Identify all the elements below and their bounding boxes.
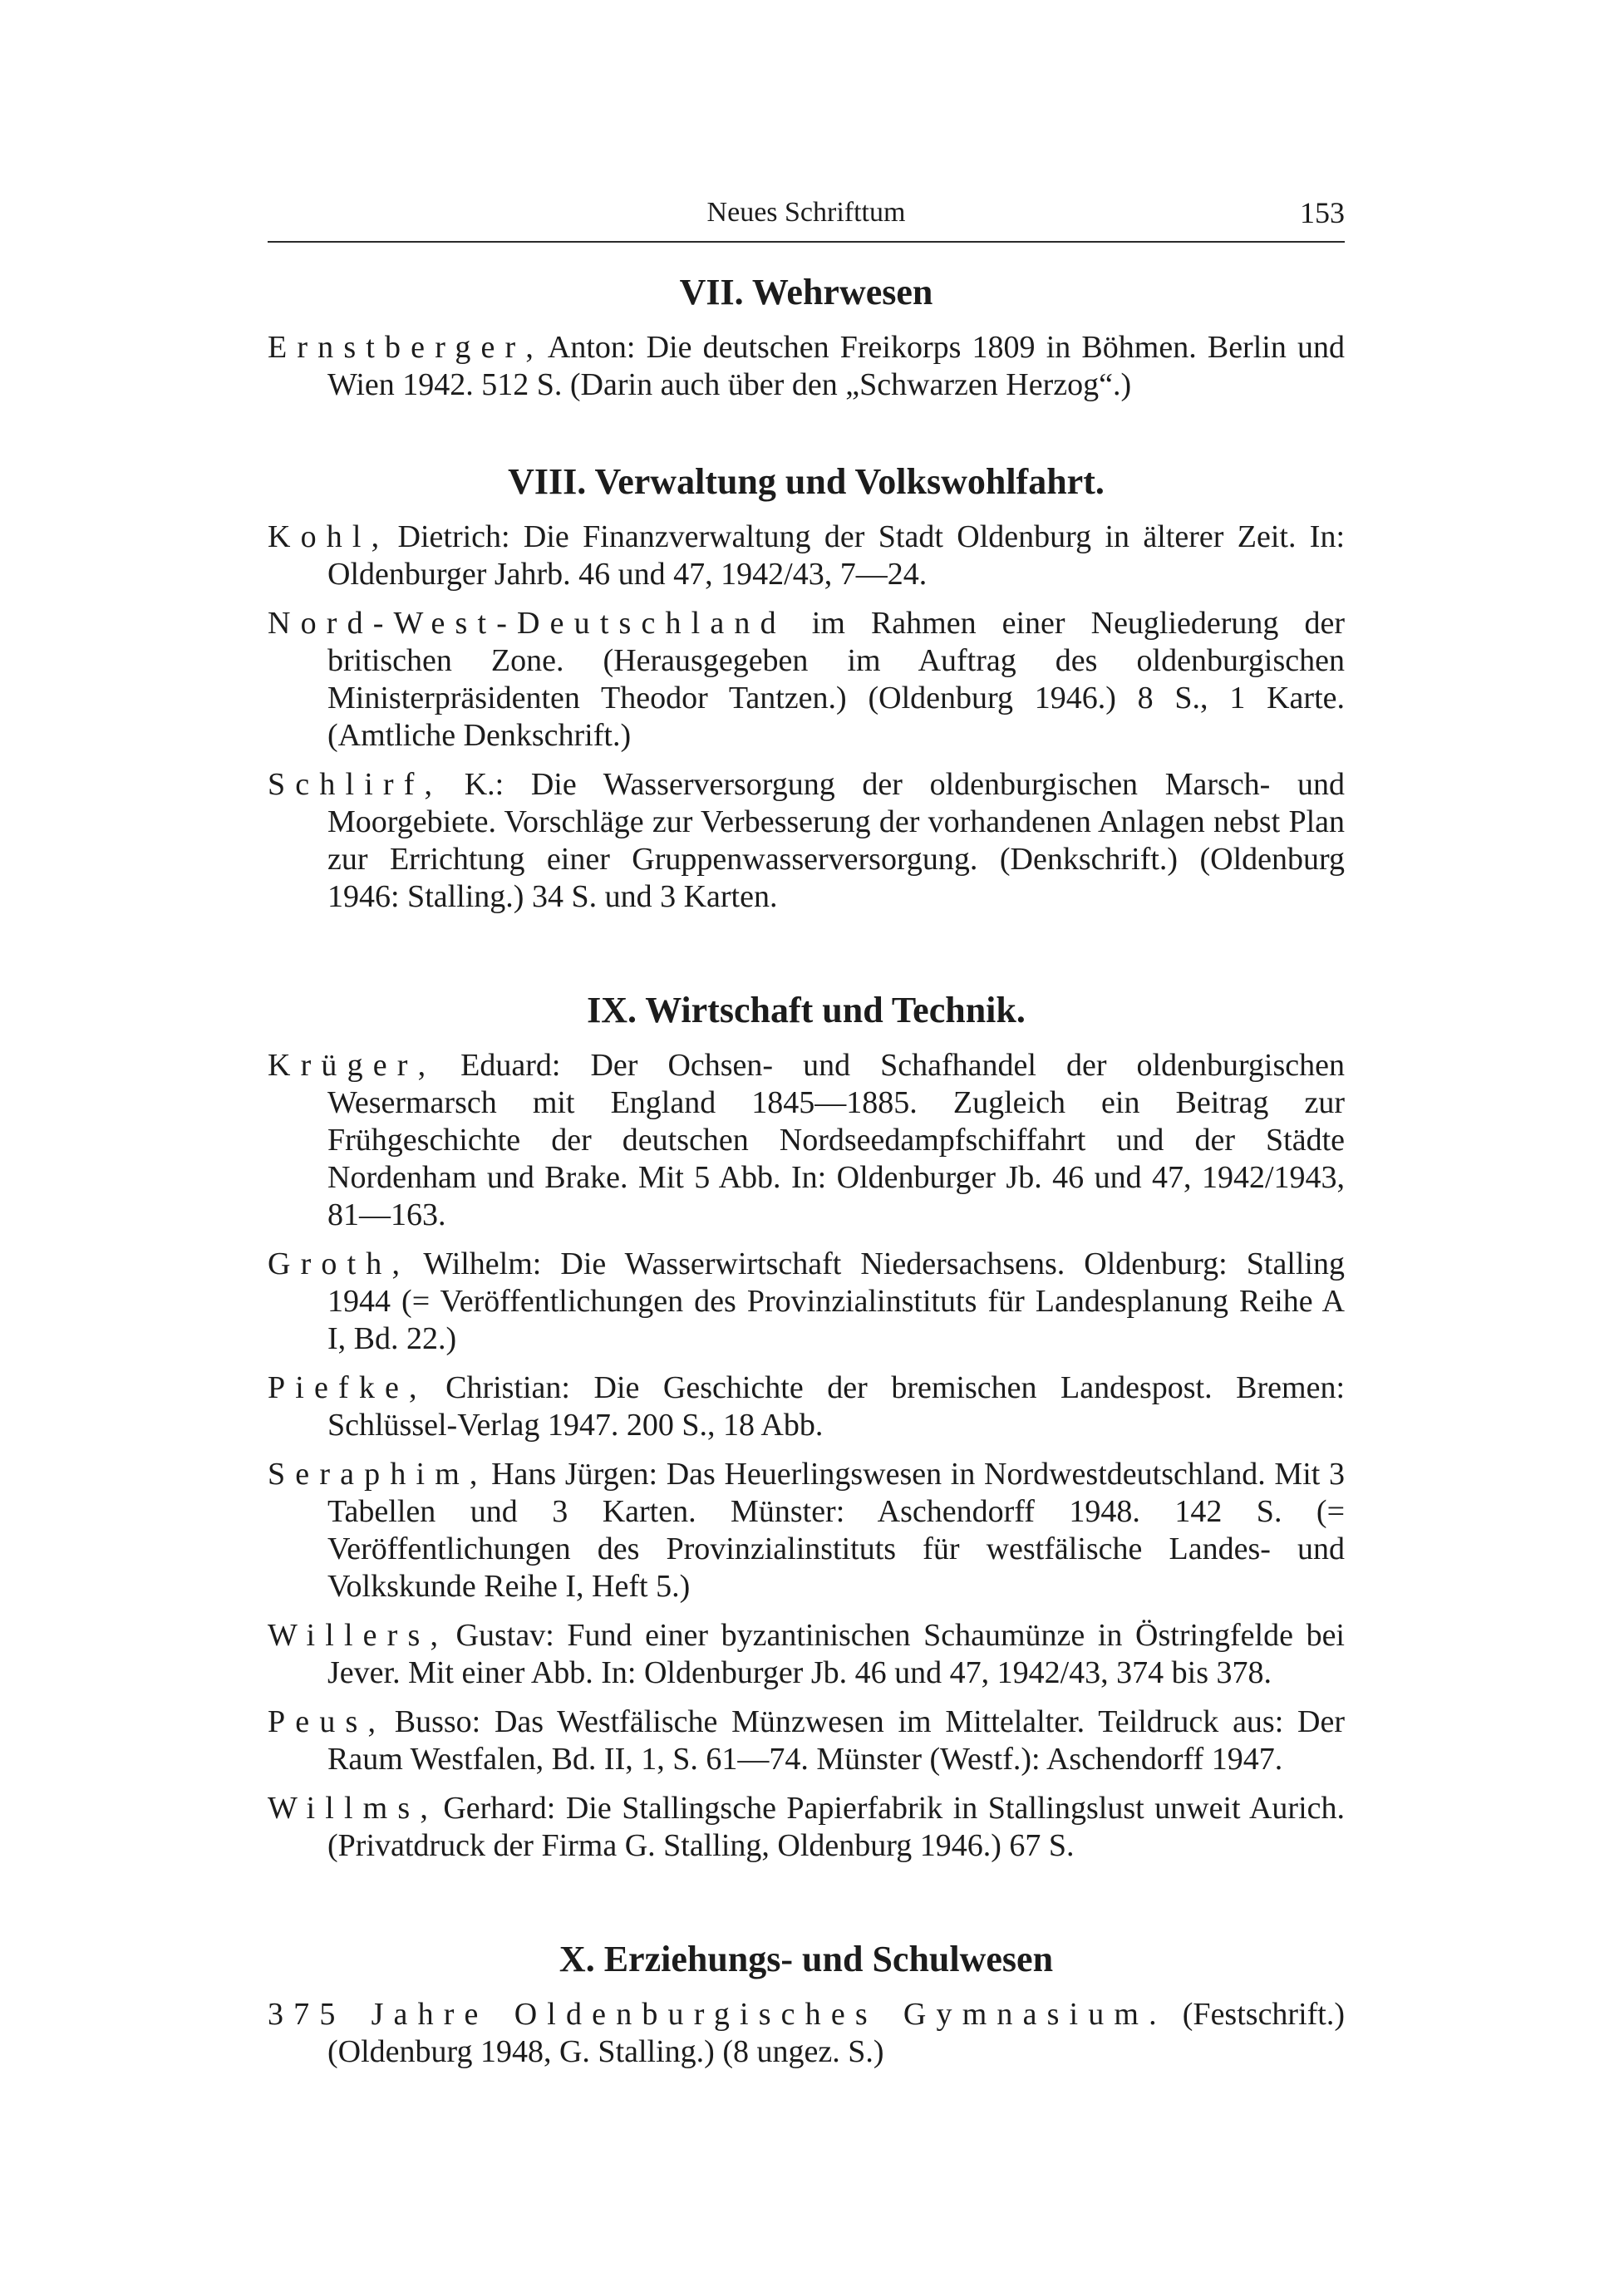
entry-author: Ernstberger (268, 330, 526, 365)
document-page (268, 189, 1345, 2071)
entry-author: Willms (268, 1791, 421, 1826)
bib-entry (268, 1996, 1345, 2071)
bib-entry: Piefke, Christian: Die Geschichte der bremischen Landespost. Bremen: Schlüssel-Verlag 1947. 200 S., 18 Abb. (268, 1370, 1345, 1443)
entry-text: Busso: Das Westfälische Münzwesen im Mittelalter. Teildruck aus: Der Raum Westfalen, Bd. II, 1, S. 61—74. Münster (Westf.): Aschendorff 1947. (327, 1704, 1346, 1777)
entry-text: Gustav: Fund einer byzantinischen Schaumünze in Östringfelde bei Jever. Mit einer Abb. In: Oldenburger Jb. 46 und 47, 1942/43, 374 bis 378. (327, 1618, 1345, 1690)
bib-entry: Kohl, Dietrich: Die Finanzverwaltung der Stadt Oldenburg in älterer Zeit. In: Oldenburger Jahrb. 46 und 47, 1942/43, 7—24. (268, 519, 1346, 592)
bib-entry: Krüger, Eduard: Der Ochsen- und Schafhandel der oldenburgischen Wesermarsch mit England 1845—1885. Zugleich ein Beitrag zur Frühgeschichte der deutschen Nordseedampfschiffahrt und der Städte Nordenham und Brake. Mit 5 Abb. In: Oldenburger Jb. 46 und 47, 1942/1943, 81—163. (268, 1048, 1346, 1232)
bib-entry: Willers, Gustav: Fund einer byzantinischen Schaumünze in Östringfelde bei Jever. Mit einer Abb. In: Oldenburger Jb. 46 und 47, 1942/43, 374 bis 378. (268, 1618, 1345, 1690)
entry-text: Dietrich: Die Finanzverwaltung der Stadt Oldenburg in älterer Zeit. In: Oldenburger Jahrb. 46 und 47, 1942/43, 7—24. (327, 519, 1346, 592)
bib-entry: Groth, Wilhelm: Die Wasserwirtschaft Niedersachsens. Oldenburg: Stalling 1944 (= Veröffentlichungen des Provinzialinstituts für Landesplanung Reihe A I, Bd. 22.) (268, 1246, 1345, 1356)
entry-text: im Rahmen einer Neugliederung der britischen Zone. (Herausgegeben im Auftrag des oldenburgischen Ministerpräsidenten Theodor Tantzen.) (Oldenburg 1946.) 8 S., 1 Karte. (Amtliche Denkschrift.) (327, 606, 1345, 753)
entry-author: Willers (268, 1618, 431, 1653)
section-heading-vii: VII. Wehrwesen (679, 272, 933, 312)
entry-author: Seraphim (268, 1457, 470, 1492)
bib-entry: Ernstberger, Anton: Die deutschen Freikorps 1809 in Böhmen. Berlin und Wien 1942. 512 S. (Darin auch über den „Schwarzen Herzog“.) (268, 330, 1345, 402)
entry-author: Kohl (268, 519, 372, 554)
running-title: Neues Schrifttum (706, 197, 906, 228)
header-rule (268, 241, 1345, 243)
entry-text: Christian: Die Geschichte der bremischen Landespost. Bremen: Schlüssel-Verlag 1947. 200 S., 18 Abb. (327, 1370, 1345, 1443)
section-heading-x: X. Erziehungs- und Schulwesen (559, 1939, 1054, 1979)
entry-text: Hans Jürgen: Das Heuerlingswesen in Nordwestdeutschland. Mit 3 Tabellen und 3 Karten. Münster: Aschendorff 1948. 142 S. (= Veröffentlichungen des Provinzialinstituts für westfälische Landes- und Volkskunde Reihe I, Heft 5.) (327, 1457, 1345, 1604)
entry-text: Wilhelm: Die Wasserwirtschaft Niedersachsens. Oldenburg: Stalling 1944 (= Veröffentlichungen des Provinzialinstituts für Landesplanung Reihe A I, Bd. 22.) (327, 1246, 1345, 1356)
entry-author: Groth (268, 1246, 392, 1281)
section-heading-ix: IX. Wirtschaft und Technik. (587, 990, 1026, 1030)
entry-author: Peus (268, 1704, 368, 1739)
bib-entry: Peus, Busso: Das Westfälische Münzwesen im Mittelalter. Teildruck aus: Der Raum Westfalen, Bd. II, 1, S. 61—74. Münster (Westf.): Aschendorff 1947. (268, 1704, 1346, 1777)
entry-author: Schlirf (268, 767, 425, 802)
bib-entry: Willms, Gerhard: Die Stallingsche Papierfabrik in Stallingslust unweit Aurich. (Privatdruck der Firma G. Stalling, Oldenburg 1946.) 67 S. (268, 1791, 1345, 1863)
entry-text: (Festschrift.) (Oldenburg 1948, G. Stalling.) (8 ungez. S.) (327, 1997, 1346, 2069)
entry-text: K.: Die Wasserversorgung der oldenburgischen Marsch- und Moorgebiete. Vorschläge zur Verbesserung der vorhandenen Anlagen nebst Plan zur Errichtung einer Gruppenwasserversorgung. (Denkschrift.) (Oldenburg 1946: Stalling.) 34 S. und 3 Karten. (327, 767, 1345, 914)
bib-entry: Schlirf, K.: Die Wasserversorgung der oldenburgischen Marsch- und Moorgebiete. Vorschläge zur Verbesserung der vorhandenen Anlagen nebst Plan zur Errichtung einer Gruppenwasserversorgung. (Denkschrift.) (Oldenburg 1946: Stalling.) 34 S. und 3 Karten. (268, 767, 1345, 914)
page-number: 153 (1300, 196, 1345, 229)
entry-author: Piefke (268, 1370, 410, 1405)
bib-entry: Seraphim, Hans Jürgen: Das Heuerlingswesen in Nordwestdeutschland. Mit 3 Tabellen und 3 Karten. Münster: Aschendorff 1948. 142 S. (= Veröffentlichungen des Provinzialinstituts für westfälische Landes- und Volkskunde Reihe I, Heft 5.) (268, 1457, 1345, 1604)
bib-entry (268, 605, 1345, 755)
entry-author: Nord-West-Deutschland (268, 606, 786, 641)
entry-text: Gerhard: Die Stallingsche Papierfabrik in Stallingslust unweit Aurich. (Privatdruck der Firma G. Stalling, Oldenburg 1946.) 67 S. (327, 1791, 1345, 1863)
running-head (268, 189, 1345, 236)
entry-text: Anton: Die deutschen Freikorps 1809 in Böhmen. Berlin und Wien 1942. 512 S. (Darin auch über den „Schwarzen Herzog“.) (327, 330, 1345, 402)
entry-author: Krüger (268, 1048, 418, 1083)
section-heading-viii: VIII. Verwaltung und Volkswohlfahrt. (508, 461, 1105, 502)
entry-author: 375 Jahre Oldenburgisches Gymnasium. (268, 1997, 1167, 2032)
entry-text: Eduard: Der Ochsen- und Schafhandel der oldenburgischen Wesermarsch mit England 1845—1885. Zugleich ein Beitrag zur Frühgeschichte der deutschen Nordseedampfschiffahrt und der Städte Nordenham und Brake. Mit 5 Abb. In: Oldenburger Jb. 46 und 47, 1942/1943, 81—163. (327, 1048, 1346, 1232)
